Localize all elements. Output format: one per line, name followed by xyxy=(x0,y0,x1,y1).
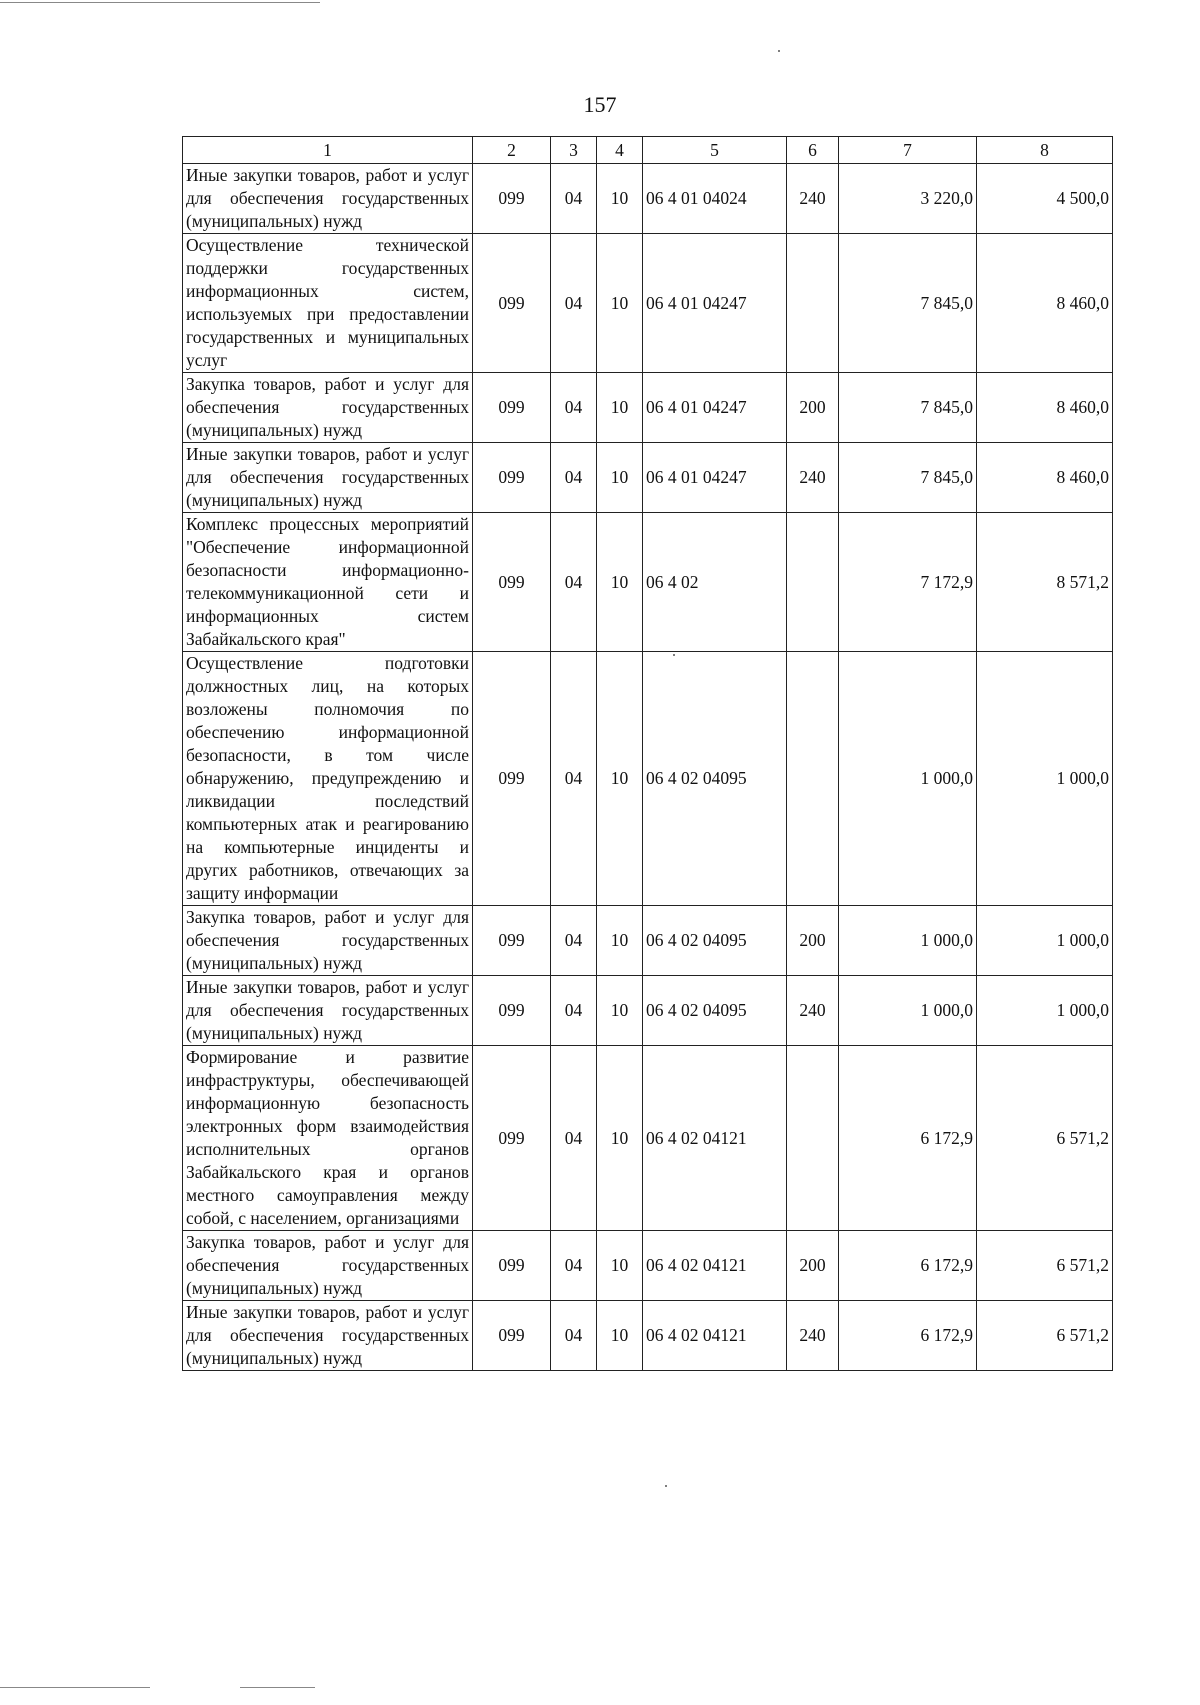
scan-speck xyxy=(778,50,780,52)
column-header: 3 xyxy=(551,137,597,164)
column-header: 1 xyxy=(183,137,473,164)
amount-year-1: 7 845,0 xyxy=(839,373,977,443)
amount-year-2: 8 571,2 xyxy=(977,513,1113,652)
table-row xyxy=(183,373,1113,443)
amount-year-1: 1 000,0 xyxy=(839,976,977,1046)
subsection-code: 10 xyxy=(597,1231,643,1301)
subsection-code: 10 xyxy=(597,164,643,234)
ministry-code: 099 xyxy=(473,373,551,443)
expense-name: Комплекс процессных мероприятий "Обеспечение информационной безопасности информационно-телекоммуникационной сети и информационных систем Забайкальского края" xyxy=(183,513,473,652)
target-article-code: 06 4 02 04095 xyxy=(643,976,787,1046)
expense-name: Иные закупки товаров, работ и услуг для обеспечения государственных (муниципальных) нужд xyxy=(183,1301,473,1371)
expense-name: Иные закупки товаров, работ и услуг для обеспечения государственных (муниципальных) нужд xyxy=(183,443,473,513)
amount-year-2: 8 460,0 xyxy=(977,234,1113,373)
section-code: 04 xyxy=(551,443,597,513)
ministry-code: 099 xyxy=(473,906,551,976)
ministry-code: 099 xyxy=(473,1301,551,1371)
column-header: 2 xyxy=(473,137,551,164)
target-article-code: 06 4 01 04247 xyxy=(643,234,787,373)
amount-year-1: 7 845,0 xyxy=(839,443,977,513)
subsection-code: 10 xyxy=(597,652,643,906)
amount-year-2: 6 571,2 xyxy=(977,1301,1113,1371)
expense-name: Иные закупки товаров, работ и услуг для обеспечения государственных (муниципальных) нужд xyxy=(183,976,473,1046)
target-article-code: 06 4 02 04095 xyxy=(643,906,787,976)
ministry-code: 099 xyxy=(473,234,551,373)
expense-type-code: 200 xyxy=(787,906,839,976)
amount-year-2: 8 460,0 xyxy=(977,443,1113,513)
table-row xyxy=(183,906,1113,976)
ministry-code: 099 xyxy=(473,443,551,513)
amount-year-1: 6 172,9 xyxy=(839,1301,977,1371)
column-header: 4 xyxy=(597,137,643,164)
expense-type-code xyxy=(787,1046,839,1231)
amount-year-2: 1 000,0 xyxy=(977,906,1113,976)
section-code: 04 xyxy=(551,976,597,1046)
target-article-code: 06 4 01 04247 xyxy=(643,373,787,443)
expense-name: Формирование и развитие инфраструктуры, обеспечивающей информационную безопасность электронных форм взаимодействия исполнительных органов Забайкальского края и органов местного самоуправления между собой, с населением, организациями xyxy=(183,1046,473,1231)
column-header: 5 xyxy=(643,137,787,164)
table-row xyxy=(183,513,1113,652)
section-code: 04 xyxy=(551,1231,597,1301)
target-article-code: 06 4 02 xyxy=(643,513,787,652)
amount-year-2: 1 000,0 xyxy=(977,652,1113,906)
table-row xyxy=(183,1301,1113,1371)
ministry-code: 099 xyxy=(473,164,551,234)
section-code: 04 xyxy=(551,652,597,906)
table-row xyxy=(183,652,1113,906)
amount-year-1: 1 000,0 xyxy=(839,652,977,906)
expense-name: Закупка товаров, работ и услуг для обеспечения государственных (муниципальных) нужд xyxy=(183,906,473,976)
expense-type-code: 240 xyxy=(787,1301,839,1371)
amount-year-1: 7 172,9 xyxy=(839,513,977,652)
amount-year-2: 1 000,0 xyxy=(977,976,1113,1046)
scan-edge-line xyxy=(0,2,320,3)
amount-year-2: 6 571,2 xyxy=(977,1046,1113,1231)
column-header: 7 xyxy=(839,137,977,164)
section-code: 04 xyxy=(551,1301,597,1371)
expense-name: Осуществление технической поддержки государственных информационных систем, используемых при предоставлении государственных и муниципальных услуг xyxy=(183,234,473,373)
amount-year-1: 3 220,0 xyxy=(839,164,977,234)
section-code: 04 xyxy=(551,513,597,652)
expense-type-code: 200 xyxy=(787,373,839,443)
expense-type-code: 240 xyxy=(787,164,839,234)
scan-speck xyxy=(665,1485,667,1487)
section-code: 04 xyxy=(551,373,597,443)
target-article-code: 06 4 01 04247 xyxy=(643,443,787,513)
budget-table xyxy=(182,136,1113,1371)
ministry-code: 099 xyxy=(473,1231,551,1301)
section-code: 04 xyxy=(551,164,597,234)
subsection-code: 10 xyxy=(597,443,643,513)
section-code: 04 xyxy=(551,906,597,976)
table-row xyxy=(183,976,1113,1046)
expense-type-code: 240 xyxy=(787,976,839,1046)
page-number: 157 xyxy=(583,92,617,117)
expense-type-code xyxy=(787,652,839,906)
amount-year-1: 6 172,9 xyxy=(839,1231,977,1301)
amount-year-2: 6 571,2 xyxy=(977,1231,1113,1301)
table-row xyxy=(183,234,1113,373)
column-header: 6 xyxy=(787,137,839,164)
column-header: 8 xyxy=(977,137,1113,164)
ministry-code: 099 xyxy=(473,513,551,652)
section-code: 04 xyxy=(551,234,597,373)
subsection-code: 10 xyxy=(597,373,643,443)
section-code: 04 xyxy=(551,1046,597,1231)
subsection-code: 10 xyxy=(597,1046,643,1231)
table-row xyxy=(183,1231,1113,1301)
amount-year-2: 8 460,0 xyxy=(977,373,1113,443)
expense-name: Иные закупки товаров, работ и услуг для обеспечения государственных (муниципальных) нужд xyxy=(183,164,473,234)
scan-edge-line xyxy=(0,1687,150,1688)
expense-type-code: 200 xyxy=(787,1231,839,1301)
amount-year-1: 7 845,0 xyxy=(839,234,977,373)
target-article-code: 06 4 02 04121 xyxy=(643,1231,787,1301)
subsection-code: 10 xyxy=(597,906,643,976)
expense-type-code: 240 xyxy=(787,443,839,513)
table-row xyxy=(183,443,1113,513)
expense-type-code xyxy=(787,234,839,373)
amount-year-2: 4 500,0 xyxy=(977,164,1113,234)
expense-name: Закупка товаров, работ и услуг для обеспечения государственных (муниципальных) нужд xyxy=(183,373,473,443)
scan-edge-line xyxy=(240,1687,315,1688)
expense-name: Осуществление подготовки должностных лиц, на которых возложены полномочия по обеспечению информационной безопасности, в том числе обнаружению, предупреждению и ликвидации последствий компьютерных атак и реагированию на компьютерные инциденты и других работников, отвечающих за защиту информации xyxy=(183,652,473,906)
target-article-code: 06 4 02 04121 xyxy=(643,1046,787,1231)
target-article-code: 06 4 02 04095 xyxy=(643,652,787,906)
amount-year-1: 1 000,0 xyxy=(839,906,977,976)
subsection-code: 10 xyxy=(597,976,643,1046)
table-row xyxy=(183,1046,1113,1231)
ministry-code: 099 xyxy=(473,976,551,1046)
target-article-code: 06 4 02 04121 xyxy=(643,1301,787,1371)
subsection-code: 10 xyxy=(597,1301,643,1371)
subsection-code: 10 xyxy=(597,513,643,652)
ministry-code: 099 xyxy=(473,652,551,906)
column-number-row xyxy=(183,137,1113,164)
ministry-code: 099 xyxy=(473,1046,551,1231)
subsection-code: 10 xyxy=(597,234,643,373)
expense-type-code xyxy=(787,513,839,652)
table-row xyxy=(183,164,1113,234)
expense-name: Закупка товаров, работ и услуг для обеспечения государственных (муниципальных) нужд xyxy=(183,1231,473,1301)
amount-year-1: 6 172,9 xyxy=(839,1046,977,1231)
target-article-code: 06 4 01 04024 xyxy=(643,164,787,234)
